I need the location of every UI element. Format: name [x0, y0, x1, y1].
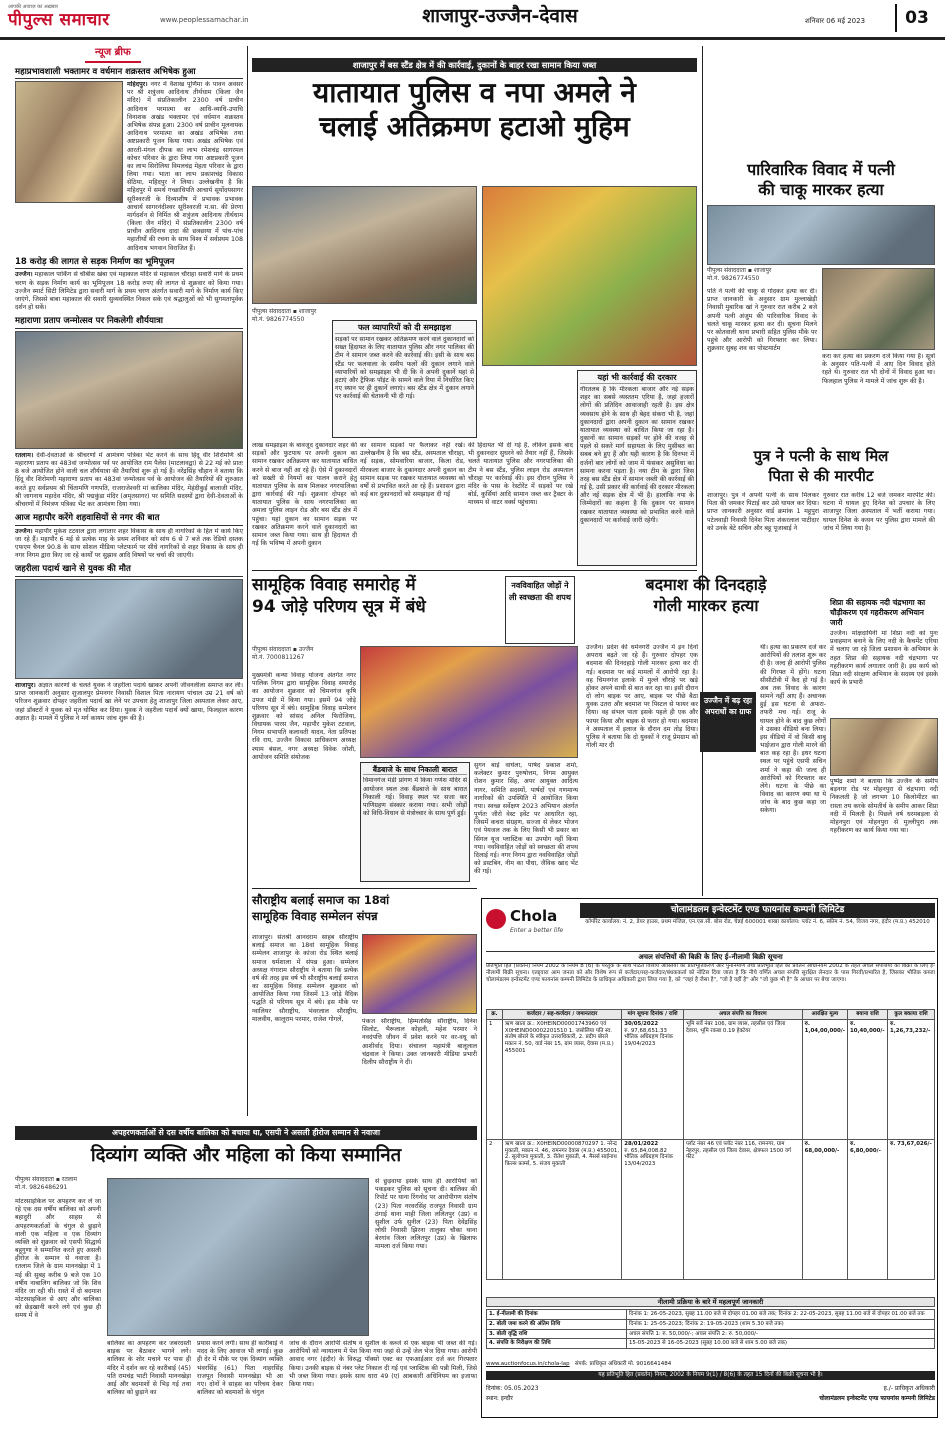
shipra-body-top: उज्जैन। मोक्षदायिनी मां शिप्रा नदी को पुनः प्रवाहमान बनाने के लिए नदी के कैचमेंट एरिया में चलाए जा रहे जिला प्रशासन के अभियान के तहत शिप्रा की सहायक नदी चंद्रभागा पर गहरीकरण कार्य लगातार जारी है। इस कार्य को शिप्रा नदी संरक्षण अभियान के सदस्य एवं इसके कार्य के प्रभारी: [830, 630, 938, 687]
crime-scene-photo: [707, 205, 935, 265]
shooting-col-2: थी। हत्या का प्रकरण दर्ज कर आरोपियों की तलाश शुरू कर दी है। जल्द ही आरोपी पुलिस की गिरफ्त में होंगे। घटना सीसीटीवी में कैद हो गई है। अब तक विवाद के कारण सामने नहीं आए हैं। अचानक हुई इस घटना से अफरा-तफरी मच गई। राजू के घायल होने के बाद कुछ लोगों ने उसका वीडियो बना लिया। इस वीडियो में वो किसी बाबू भाईजान द्वारा गोली मारने की बात कह रहा है। इधर घटना स्थल पर पहुंचे एसपी सचिन शर्मा ने कहा की जल्द ही आरोपियों को गिरफ्तार कर लेंगे। घटना के पीछे का विवाद का कारण क्या था ये जांच के बाद कुछ कहा जा सकेगा।: [760, 644, 826, 815]
col-reserve: आरक्षित मूल्य: [802, 1010, 847, 1020]
shipra-river-story: [830, 598, 938, 898]
ad-statute: यह प्रतिभूति हित (प्रवर्तन) नियम, 2002 के नियम 9(1) / 8(6) के तहत 15 दिनों की बिक्री सूचना भी है।: [486, 1371, 935, 1380]
saurashtra-wedding-story: [252, 892, 477, 1117]
chola-auction-ad: [481, 898, 938, 1418]
main-headline-1: यातायात पुलिस व नपा अमले ने: [313, 76, 636, 110]
family-headline-2: की चाकू मारकर हत्या: [758, 180, 884, 199]
brief-2-headline: 18 करोड़ की लागत से सड़क निर्माण का भूमिपूजन: [15, 257, 243, 270]
wedding-mobile: मो.नं. 7000811267: [252, 653, 305, 661]
notice-body: प्रतिभूति हित (प्रवर्तन) नियम 2002 के नियम 8 (6) के परंतुक के साथ पठित वित्तीय आस्तियों का प्रतिभूतिकरण और पुनर्निर्माण तथा प्रतिभूति हित का प्रवर्तन अधिनियम 2002 के तहत अचल संपत्तियों की बिक्री के लिए ई-नीलामी बिक्री सूचना। एतद्द्वारा आम जनता को और विशेष रूप से कर्जदार/सह-कर्जदार/बंधककर्ता को नोटिस दिया जाता है कि नीचे वर्णित अचल संपत्ति सुरक्षित लेनदार के पास गिरवी/प्रभारित है, जिसका भौतिक कब्जा चोलामंडलम इन्वेस्टमेंट एण्ड फायनांस कम्पनी लिमिटेड के प्राधिकृत अधिकारी द्वारा लिया गया है, को "जहां है जैसा है", "जो है वहीं है" और "जो कुछ भी है" के आधार पर बेचा जाएगा।: [486, 963, 935, 983]
box2-body: गौरतलब है कि मीरकला बाजार और नई सड़क शहर का सबसे व्यस्ततम एरिया है, जहां हजारों लोगों की प्रतिदिन आवाजाही रहती है। इस क्षेत्र व्यवसाय होने के साथ ही बेहद संकरा भी है, जहां दुकानदारों द्वारा अपनी दुकान का सामान रखकर यातायात व्यवस्था को बाधित किया जा रहा है। दुकानों का सामान सड़कों पर होने की वजह से पहले से सकरे मार्ग सहायता के लिए मुसीबत का सबब बने हुए हैं और यही कारण है कि दिनभर में दर्जनों बार लोगों को जाम में फंसकर असुविधा का सामना करना पड़ता है। नया टीम के द्वारा जिस तरह बस स्टैंड क्षेत्र में सामान जब्ती की कार्रवाई की गई है, उसी प्रकार की कार्रवाई की दरकार मीरकला और नई सड़क क्षेत्र में भी है। हालांकि नपा के जिम्मेदारों का कहना है कि दुकान पर सामान रखकर यातायात व्यवस्था को प्रभावित करने वाले दुकानदारों पर कार्रवाई जारी रहेगी।: [580, 386, 694, 524]
river-excavation-photo: [830, 718, 938, 776]
main-story: [252, 58, 697, 566]
encroachment-photo-1: [252, 186, 477, 304]
schedule-row: 2. बोली जमा करने की अंतिम तिथि दिनांक 1: 25-05-2023; दिनांक 2: 19-05-2023 (शाम 5.30 बजे तक): [487, 1319, 935, 1329]
chola-brand: Chola: [510, 907, 558, 925]
shaurya-yatra-photo: [15, 331, 243, 449]
box2-title: यहां भी कार्रवाई की दरकार: [580, 373, 694, 384]
chola-logo-icon: [486, 909, 506, 929]
brief-1-body: महिदपुर। नगर में वैशाख पूर्णिमा के पावन अवसर पर श्री शत्रुंजय आदिनाथ तीर्थधाम (किला जैन मंदिर) में संप्रतिकालीन 2300 वर्ष प्राचीन आदिनाथ परमात्मा का आधि-व्याधि-उपाधि विनाशक अखंड भक्तामर एवं वर्धमान शक्रस्तव अभिषेक संपन्न हुआ। 2300 वर्ष प्राचीन मूलनायक आदिनाथ परमात्मा का अखंड अभिषेक तथा अष्टप्रकारी पूजन किया गया। अखंड अभिषेक एवं आरती-मंगल दीपक का लाभ रमेशचंद्र सागरमल कोचर परिवार के द्वारा लिया गया अष्टप्रकारी पूजन का लाभ सिरोलिया विमलचंद्र मेहता परिवार के द्वारा लिया गया। भाता का लाभ प्रकाशचंद्र विकास सेठिया, महिदपुर ने लिया। उल्लेखनीय है कि महिदपुर में समर्थ गच्छाधिपति आचार्य सूर्योदयसागर सूरीश्वरजी के दिव्याशीष में प्रभावक प्रभावक आचार्य सागरनंदीश्वर सूरीश्वरजी म.सा. की प्रेरणा मार्गदर्शन से निर्मित श्री शत्रुंजय आदिनाथ तीर्थधाम (किला जैन मंदिर) में संप्रतिकालीन 2300 वर्ष प्राचीन आदिनाथ दादा की छत्रछाया में पांच-पांच महातीर्थों की रचना के साथ विश्व में सर्वप्रथम 108 आदिनाथ भगवान विराजित हैं।: [127, 81, 243, 252]
ad-sign-company: चोलामंडलम इन्वेस्टमेंट एण्ड फायनांस कम्पनी लिमिटेड: [819, 1395, 935, 1402]
ad-sign: ह./- प्राधिकृत अधिकारी: [883, 1385, 935, 1392]
main-byline: पीपुल्स संवाददाता ▪ शाजापुर मो.नं. 9826774550: [252, 308, 477, 323]
ad-place: स्थान: इन्दौर: [486, 1395, 513, 1402]
masthead-rule: [0, 37, 945, 40]
brief-item-2: [15, 257, 243, 312]
wedding-col-2: सुगन बाई वाघेला, पार्षद प्रकाश शर्मा, कलेक्टर कुमार पुरुषोत्तम, निगम आयुक्त रोशन कुमार सिंह, अपर आयुक्त आदित्य नागर, समिति सदस्यों, पार्षदों एवं गणमान्य नागरिकों की उपस्थिति में आयोजित किया गया। स्वच्छ सर्वेक्षण 2023 अभियान अंतर्गत पूर्णतः जीरो वेस्ट इवेंट पर आधारित रहा, जिसमें कचरा संग्रहण, सज्जा से लेकर भोजन एवं पेयजल तक के लिए किसी भी प्रकार का सिंगल यूज प्लास्टिक का उपयोग नहीं किया गया। नवविवाहित जोड़ों को स्वच्छता की शपथ दिलाई गई। नगर निगम द्वारा नवविवाहित जोड़ों को डस्टबिन, नीम का पौधा, जैविक खाद भेंट की गई।: [474, 762, 578, 876]
chola-tagline: Enter a better life: [510, 927, 564, 934]
wedding-couples-photo: [360, 646, 578, 758]
bravery-col-4: से छुड़वाया इसके साथ ही आरोपियों को पकड़कर पुलिस को सूचना दी। बालिका की रिपोर्ट पर थाना रिंगनोद पर आरोपीगण संतोष (23) पिता नरवरसिंह राजपूत निवासी ग्राम ठंगाई थाना माही जिला ललितपुर (उप्र) व सुशील उर्फ सुनील (23) पिता देवेंद्रसिंह लोधी निवासी झिरना तालुका चौका थाना बेरगांव जिला ललितपुर (उप्र) के खिलाफ मामला दर्ज किया गया।: [375, 1178, 477, 1251]
logo-text: पीपुल्स समाचार: [8, 10, 110, 31]
table-row: 2 ऋण खाता क्र.: X0HEIND00000870297 1. नरेन्द्र मुकाती, मकान नं. 46, रामनगर देवास (म.प्र.) 455001, 2. सुलोचना मुकाती, 3. रीतेश मुकाती, 4. मैसर्स साईनाथ फ़िल्स फ़ार्म्स, 5. संजय मुकाती 28/01/2022 रु. 65,84,008.82 भौतिक अधिग्रहण दिनांक 13/04/2023 प्लॉट नंबर 46 एवं प्लॉट नंबर 116, रामनगर, ग्राम नेहरपुर, तहसील एवं जिला देवास, क्षेत्रफल 1500 वर्ग फीट रु. 68,00,000/- रु. 6,80,000/- रु. 73,67,026/-: [487, 1139, 935, 1279]
wedding-byline: पीपुल्स संवाददाता ▪ उज्जैन मो.नं. 7000811267: [252, 646, 314, 661]
brief-item-3: [15, 316, 243, 509]
brief-5-headline: जहरीला पदार्थ खाने से युवक की मौत: [15, 564, 243, 577]
shooting-headline-1: बदमाश की दिनदहाड़े: [645, 575, 767, 594]
bravery-col-5: जांच के दौरान आरोपी संतोष व सुशील के कब्जे से एक बाइक भी जब्त की गई। आरोपियों को न्यायालय में पेश किया गया जहां से उन्हें जेल भेज दिया गया। आरोपी आवाद नगर (इंदौर) के विरुद्ध पॉक्सो एक्ट का एफआईआर दर्ज कर गिरफ्तार किया। उनकी बाइक से नंबर प्लेट निकाल दी गई एवं प्लास्टिक की पन्नी मिली, जिसे भी जब्त किया गया। इसके साथ धारा 49 (ए) आबकारी अधिनियम का इजाफा किया गया।: [289, 1340, 477, 1388]
shipra-headline: शिप्रा की सहायक नदी चंद्रभागा का चौड़ीकरण एवं गहरीकरण अभियान जारी: [830, 598, 926, 627]
action-needed-box: [577, 370, 697, 566]
main-col-1: लाख समझाइश के बावजूद दुकानदार शहर की सड़कों और फुटपाथ पर अपनी दुकान का सामान रखकर अतिक्रमण कर यातायात बाधित करने से बाज नहीं आ रहे हैं। ऐसे में दुकानदारों को सख्ती से नियमों का पालन कराने हेतु यातायात पुलिस के साथ मिलकर नगरपालिका द्वारा कार्रवाई की गई। शुक्रवार दोपहर को यातायात पुलिस के साथ नगरपालिका का अमला पुलिस लाइन रोड और बस स्टैंड क्षेत्र में पहुंचा। यहां दुकान का सामान सड़क पर रखकर अतिक्रमण करने वाले दुकानदारों का सामान जब्त किया गया। साथ ही हिदायत दी गई कि भविष्य में अपनी दुकान: [252, 442, 357, 548]
family-dispute-story: [707, 160, 935, 442]
son-headline-1: पुत्र ने पत्नी के साथ मिल: [753, 447, 889, 465]
schedule-row: 1. ई-नीलामी की दिनांक दिनांक 1: 26-05-2023, सुबह 11.00 बजे से दोपहर 01.00 बजे तक; दिनांक 2: 22-05-2023, सुबह 11.00 बजे से दोपहर 01.00 बजे तक: [487, 1310, 935, 1320]
brief-item-5: [15, 564, 243, 722]
edition-date: शनिवार 06 मई 2023: [805, 17, 866, 25]
ad-contact: संपर्क: प्राधिकृत अधिकारी मो. 9016641484: [574, 1361, 672, 1367]
main-byline-place: शाजापुर: [298, 308, 317, 315]
saurashtra-photo: [362, 934, 477, 1014]
bravery-byline: पीपुल्स संवाददाता ▪ रतलाम मो.नं. 9826486291: [15, 1176, 115, 1191]
crime-graph-box: [700, 692, 756, 752]
col-emd: बयाना राशि: [848, 1010, 888, 1020]
box1-title: फल व्यापारियों को दी समझाइश: [335, 323, 474, 334]
chola-logo-block: [486, 905, 576, 945]
page-number: 03: [895, 4, 937, 32]
victim-photo: [822, 268, 935, 350]
chola-company-name: चोलामंडलम इन्वेस्टमेंट एण्ड फायनांस कम्पनी लिमिटेड: [580, 903, 935, 918]
bravery-headline: दिव्यांग व्यक्ति और महिला को किया सम्मानित: [90, 1144, 402, 1166]
news-brief-column: [15, 46, 243, 1116]
section-title: शाजापुर-उज्जैन-देवास: [422, 5, 578, 27]
sp-honor-photo: [107, 1178, 369, 1336]
family-headline-1: पारिवारिक विवाद में पत्नी: [747, 160, 895, 179]
auction-table: [486, 1009, 935, 1280]
left-column-divider: [247, 46, 248, 1116]
schedule-row: 3. बोली वृद्धि राशि अचल संपत्ति 1: रु. 50,000/-; अचल संपत्ति 2: रु. 50,000/-: [487, 1329, 935, 1339]
bravery-mobile: मो.नं. 9826486291: [15, 1183, 68, 1191]
main-col-2: का सामान सड़कों पर फैलाकर नहीं रखें। उल्लेखनीय है कि बस स्टैंड, अस्पताल चौराहा, नई सड़क, सोमवारिया बाजार, किला रोड, मीरकला बाजार के दुकानदार अपनी दुकान का सामान सड़क पर रखकर यातायात व्यवस्था को वर्षों से प्रभावित करते आ रहे हैं। प्रशासन द्वारा कई बार दुकानदारों को समझाइश दी गई: [360, 442, 465, 499]
son-assault-story: [707, 446, 935, 594]
baraat-title: बैंडबाजे के साथ निकाली बारात: [363, 765, 467, 775]
fruit-cart-photo: [482, 186, 697, 366]
brief-3-body: रतलाम। देवी-देवताओं के श्रीचरणों में आमंत्रण पत्रिका भेंट करने के साथ हिंदू वीर शिरोमणि श्री महाराणा प्रताप का 483वां जन्मोत्सव पर्व पर आयोजित राम पैलेस (माटलावद्वा) से 22 मई को प्रातः 8 बजे आयोजित होने वाली चल शौर्ययात्रा की तैयारियां शुरू हो गई हैं। नरेंद्रसिंह चौहान ने बताया कि हिंदू वीर शिरोमणी महाराणा प्रताप का 483वां जन्मोत्सव पर्व के आयोजन की तैयारियों की शुरुआत करते हुए सर्वप्रथम श्री चिंतामणि गणपति, राजराजेश्वरी मां कालिका मंदिर, मेहंदीकुई बालाजी मंदिर, श्री जागनाथ महादेव मंदिर, श्री पद्मकुंडा मंदिर (अमृतसागर) पर समिति सदस्यों द्वारा देवी-देवताओं के श्रीचरणों में निमंत्रण पत्रिका भेंट कर आमंत्रण दिया गया।: [15, 451, 243, 508]
brief-item-1: [15, 67, 243, 253]
hospital-photo: [15, 579, 243, 679]
wedding-top-rule: [252, 570, 697, 571]
main-headline-2: चलाई अतिक्रमण हटाओ मुहिम: [319, 110, 630, 144]
baraat-body: विमानगंज मंडी प्रांगण में किया गणेश मंदिर से आयोजन स्थल तक बैंडबाजे के साथ बारात निकाली गई। विवाह स्थल पर सजा कर पाणिग्रहण संस्कार कराया गया। सभी जोड़ों को विधि-विधान से मंत्रोच्चार के साथ पूर्ण हुई।: [363, 777, 467, 818]
family-body-right: करा कर हत्या का प्रकरण दर्ज किया गया है। सूत्रों के अनुसार पति-पत्नी में आए दिन विवाद होते रहते थे। गुरुवार रात भी दोनों में विवाद हुआ था। फिलहाल पुलिस ने मामले में जांच शुरू की है।: [822, 353, 935, 385]
brief-4-headline: आज महापौर करेंगे शहवासियों से नगर की बात: [15, 513, 243, 526]
fruit-vendors-box: [332, 320, 477, 438]
ad-links: [486, 1361, 935, 1368]
saurashtra-top-rule: [252, 888, 477, 889]
saurashtra-col-2: पंकज सौराष्ट्रीय, हिम्मतसिंह सौराष्ट्रीय, दिनेश सिलोट, भैरूलाल कोहली, महेश परमार ने नवदंपत्ति जीवन में प्रवेश करने पर वर-वधू को आशीर्वाद दिया। संचालन महामंत्री बालूलाल चंद्रवाल ने किया। उक्त जानकारी मीडिया प्रभारी दिलीप सौराष्ट्रीय ने दी।: [362, 1018, 477, 1066]
pledge-text: नवविवाहित जोड़ों ने ली स्वच्छता की शपथ: [509, 581, 571, 602]
family-byline: पीपुल्स संवाददाता ▪ शाजापुर मो.नं. 9826774550: [707, 267, 817, 282]
table-row: 1 ऋण खाता क्र.: X0HEIND00001743960 एवं X0HEIND00002201510 1. जसोलिया पति स्व. संतोष बोरले के स्वीकृत उत्तराधिकारी, 2. प्रदीप बोरले मकान नं. 50, वार्ड नंबर 15, ग्राम व्यास, देवास (म.प्र.) 455001 30/05/2022 रु. 97,68,651.33 भौतिक अधिग्रहण दिनांक 19/04/2023 भूमि सर्वे नंबर 106, ग्राम व्यास, तहसील एवं जिला देवास, भूमि रकबा 0.19 हेक्टेयर रु. 1,04,00,000/- रु. 10,40,000/- रु. 1,26,73,232/-: [487, 1019, 935, 1139]
wedding-headline-2: 94 जोड़े परिणय सूत्र में बंधे: [252, 597, 426, 617]
col-property: अचल संपत्ति का विवरण: [683, 1010, 802, 1020]
baraat-box: [360, 762, 470, 882]
shipra-body-bottom: पुष्पेंद्र शर्मा ने बताया कि उज्जैन के समीप बड़नगर रोड पर मोहनपुरा से चंद्रभागा नदी निकलती है जो लगभग 10 किलोमीटर का रास्ता तय करके सोमतीर्थ के समीप आकर शिप्रा नदी में मिलती है। पिछले वर्ष धरमबड़ला से मोहनपुरा एवं मोहनपुरा से मुल्लीपुरा तक गहरीकरण का कार्य किया गया था।: [830, 778, 938, 835]
bravery-col-2: बालिका का अपहरण कर जबरदस्ती बाइक पर बैठाकर भागने लगे। बालिका के शोर मचाने पर पास ही मंदिर में दर्शन कर रहे कारीबाई (45) पति रामचंद्र भाटी निवासी माननखेड़ा आई और बदमाशों से भिड़ गई तथा बालिका को छुड़ाने का: [107, 1340, 191, 1397]
schedule-row: 4. संपत्ति के निरीक्षण की तिथि 15-05-2023 से 16-05-2023 (सुबह 10.00 बजे से शाम 5.00 बजे तक): [487, 1339, 935, 1349]
main-kicker: शाजापुर में बस स्टैंड क्षेत्र में की कार्रवाई, दुकानों के बाहर रखा सामान किया जब्त: [252, 58, 697, 72]
saurashtra-col-1: शाजापुर। संतश्री आनदराम साहब सौराष्ट्रीय बलाई समाज का 18वां सामूहिक विवाह सम्मेलन शाजापुर के कांजा रोड स्थित बलाई समाज धर्मशाला में संपन्न हुआ। सम्मेलन अध्यक्ष गंगाराम सौराष्ट्रीय ने बताया कि प्रत्येक वर्ष की तरह इस वर्ष भी सौराष्ट्रीय बलाई समाज का सामूहिक विवाह सम्मेलन शुक्रवार को आयोजित किया गया जिसमें 13 जोड़े वैदिक पद्धति से परिणय सूत्र में बंधे। इस मौके पर ग्वालियर सौराष्ट्रीय, भंवरलाल सौराष्ट्रीय, मालवीय, कालूराम परमार, राजेश गोगलें,: [252, 934, 358, 1023]
bravery-kicker: अपहरणकर्ताओं से दस वर्षीय बालिका को बचाया था, एसपी ने असली हीरोज सम्मान से नवाजा: [15, 1126, 477, 1140]
schedule-title: नीलामी प्रक्रिया के बारे में महत्वपूर्ण जानकारी: [486, 1297, 935, 1307]
shooting-headline-2: गोली मारकर हत्या: [653, 596, 759, 615]
news-brief-label: न्यूज ब्रीफ: [85, 46, 141, 63]
col-borrower: कर्जदार / सह-कर्जदार / जमानतदार: [502, 1010, 621, 1020]
jain-idol-photo: [15, 81, 123, 203]
col-sno: क्र.: [487, 1010, 503, 1020]
bravery-col-1: मोटरसाइकिल पर अपहरण कर ले जा रहे एक दस वर्षीय बालिका को अपनी बहादुरी और साहस से अपहरणकर्ताओं के चंगुल से छुड़ाने वाली एक महिला व एक दिव्यांग व्यक्ति को शुक्रवार को एसपी सिद्धार्थ बहुगुणा ने सम्मानित करते हुए असली हीरोज के सम्मान से नवाजा है। रतलाम जिले के ग्राम माननखेड़ा में 1 मई की सुबह करीब 9 बजे एक 10 वर्षीय नाबालिग बालिका जो कि शिव मंदिर जा रही थी। रास्ते में दो बदमाश मोटरसाइकिल से आए और बालिका को छेड़खानी करने लगे एवं कुछ ही समय में वे: [15, 1198, 101, 1320]
auction-website[interactable]: www.auctionfocus.in/chola-lap: [486, 1361, 570, 1367]
son-body-left: शाजापुर। पुत्र ने अपनी पत्नी के साथ मिलकर पिता की जमकर पिटाई कर उसे घायल कर दिया। प्राप्त जानकारी अनुसार वार्ड क्रमांक 1 महूपुरा पटेलवाड़ी निवासी दिनेश पिता शंकरलाल पाटीदार को उनके बेटे सचिन और बहू पूजाबाई ने: [707, 492, 819, 532]
crime-graph-text: उज्जैन में बढ़ रहा अपराधों का ग्राफ: [704, 696, 752, 716]
shooting-col-1: उज्जैन। प्रदेश की धर्मनगरी उज्जैन में इन दिनों अपराध बढ़ते जा रहे हैं। गुरुवार दोपहर एक बदमाश की दिनदहाड़े गोली मारकर हत्या कर दी गई। बदमाश पर कई मामलों में आरोपी रहा है। वह चिमनगंज इलाके में मुल्ले चौराहे पर खड़े होकर अपने साथी से बात कर रहा था। इसी दौरान दो लोग बाइक पर आए, बाइक पर पीछे बैठा युवक उतरा और बदमाश पर पिस्टल से फायर कर दिया। वह संभल पाता इसके पहले ही एक और फायर किया और बाइक से फरार हो गया। बदमाश ने अस्पताल में इलाज के दौरान दम तोड़ दिया। पुलिस ने बताया कि दो युवकों ने राजू प्रेमग्राम को गोली मार दी: [586, 644, 698, 750]
box1-body: सड़कों पर सामान रखकर अतिक्रमण करने वाले दुकानदारों को सख्त हिदायत के लिए यातायात पुलिस और नगर पालिका की टीम ने सामान जब्त करने की कार्रवाई की। इसी के साथ बस स्टैंड पर फलवाला के समीप फलों की दुकान लगाने वाले व्यापारियों को समझाइश भी दी कि वे अपनी दुकानें यहां से हटाएं और ट्रैफिक पॉइंट के सामने वाले रिया में निर्धारित किए गए स्थान पर ही दुकानें लगाएं। बस स्टैंड क्षेत्र में दुकान लगाने पर कार्रवाई की चेतावनी भी दी गई।: [335, 336, 474, 401]
son-body-right: गुरुवार रात करीब 12 बजे जमकर मारपीट की। घटना में घायल हुए दिनेश को उपचार के लिए शाजापुर जिला अस्पताल में भर्ती कराया गया। घायल दिनेश के कथन पर पुलिस द्वारा मामले की जांच में लिया गया है।: [823, 492, 935, 532]
notice-title: अचल संपत्तियों की बिक्री के लिए ई–नीलामी बिक्री सूचना: [486, 951, 935, 964]
family-mobile: मो.नं. 9826774550: [707, 274, 760, 282]
brief-item-4: [15, 513, 243, 560]
masthead: [0, 0, 945, 40]
schedule-table: [486, 1309, 935, 1349]
bravery-honor-story: [15, 1126, 477, 1436]
col-dues: कुल बकाया राशि: [887, 1010, 934, 1020]
website[interactable]: www.peoplessamachar.in: [160, 16, 249, 24]
saurashtra-headline-2: सामूहिक विवाह सम्मेलन संपन्न: [252, 909, 378, 923]
saurashtra-headline-1: सौराष्ट्रीय बलाई समाज का 18वां: [252, 893, 390, 907]
paper-logo: [8, 4, 158, 32]
main-byline-name: पीपुल्स संवाददाता: [252, 308, 291, 315]
shooting-story: [586, 574, 826, 882]
brief-2-body: उज्जैन। महाकाल पार्किंग से चौबीस खंबा एवं महाकाल मंदिर से महाकाल चौराहा सवारी मार्ग के प्रथम चरण के सड़क निर्माण कार्य का भूमिपूजन 18 करोड़ रुपए की लागत से शुक्रवार को किया गया। उज्जैन स्मार्ट सिटी लिमिटेड द्वारा सवारी मार्ग के प्रथम चरण अंतर्गत सवारी मार्ग के निर्माण कार्य किए जाएंगे, जिससे बाबा महाकाल की सवारी सुव्यवस्थित निकल सके एवं श्रद्धालुओं को भी सुगमतापूर्वक दर्शन हो सकें।: [15, 271, 243, 312]
main-mobile: मो.नं. 9826774550: [252, 315, 305, 323]
bravery-col-3: प्रयास करने लगीं। साथ ही कारीबाई ने मदद के लिए आवाज भी लगाई। कुछ ही देर में मौके पर एक दिव्यांग व्यक्ति भंवरसिंह (61) पिता नाहरसिंह राजपूत निवासी माननखेड़ा भी आ गए। दोनों ने साहस का परिचय देकर बालिका को बदमाशों के चंगुल: [197, 1340, 283, 1397]
wedding-col-1: मुख्यमंत्री कन्या विवाह योजना अंतर्गत नगर पालिक निगम द्वारा सामूहिक विवाह समारोह का आयोजन शुक्रवार को चिमनगंज कृषि उपज मंडी में किया गया। इसमें 94 जोड़े परिणय सूत्र में बंधे। सामूहिक विवाह सम्मेलन शुक्रवार को सांसद अनिल फिरोजिया, विधायक पारस जैन, महापौर मुकेश टटवाल, निगम सभापति कलावती यादव, नेता प्रतिपक्ष रवि राय, उज्जैन विकास प्राधिकरण अध्यक्ष श्याम बंसल, नगर अध्यक्ष विवेक जोशी, आयोजन समिति संयोजक: [252, 672, 356, 761]
auction-table-header: [487, 1010, 935, 1020]
ad-date: दिनांक: 05.05.2023: [486, 1385, 539, 1392]
cleanliness-pledge-box: [505, 576, 575, 644]
brief-5-body: शाजापुर। अज्ञात कारणों के चलते युवक ने जहरीला पदार्थ खाकर अपनी जीवनलीला समाप्त कर ली। प्राप्त जानकारी अनुसार शुजालपुर प्रेमनगर निवासी विशाल पिता नारायण पांचाल उम्र 21 वर्ष को परिजन शुक्रवार दोपहर जहरीला पदार्थ खा लेने पर उपचार हेतु शाजापुर जिला अस्पताल लेकर आए, जहां डॉक्टरों ने युवक को मृत घोषित कर दिया। युवक ने जहरीला पदार्थ क्यों खाया, फिलहाल कारण अज्ञात है। मामले में पुलिस ने मर्ग कायम जांच शुरू की है।: [15, 681, 243, 722]
col-demand: मांग सूचना दिनांक / राशि: [622, 1010, 684, 1020]
brief-4-body: उज्जैन। महापौर मुकेश टटवाल द्वारा लगातार शहर विकास के साथ ही नागरिकों के हित में कार्य किए जा रहे हैं। महापौर 6 मई से प्रत्येक माह के प्रथम शनिवार को सांय 6 से 7 बजे तक रेडियो दस्तक एफएम चैनल 90.8 के साथ सोशल मीडिया प्लेटफार्म पर सीधे नागरिकों से शहर विकास के साथ ही नगर निगम द्वारा किए जा रहे कार्यों पर सुझाव आदि विषयों पर चर्चा की जाएगी।: [15, 527, 243, 560]
chola-address: कॉर्पोरेट कार्यालय: नं. 2, डेयर हाउस, प्रथम मंजिल, एन.एस.सी. बोस रोड, चेन्नई 600001 शाखा कार्यालय: प्लॉट नं. 6, स्कीम नं. 54, विजय नगर, इंदौर (म.प्र.) 452010: [585, 919, 930, 925]
brief-1-headline: महाप्रभावशाली भक्तामर व वर्धमान शक्रस्तव अभिषेक हुआ: [15, 67, 243, 80]
logo-tagline: आपकी आवाज़ का अख़बार: [8, 4, 58, 10]
wedding-headline-1: सामूहिक विवाह समारोह में: [252, 575, 416, 595]
brief-3-headline: महाराणा प्रताप जन्मोत्सव पर निकलेगी शौर्ययात्रा: [15, 316, 243, 329]
ad-footer: [486, 1383, 935, 1413]
main-col-3: की हिदायत भी दी गई है, लेकिन इसके बाद भी दुकानदार सुधरने को तैयार नहीं हैं, जिसके चलते यातायात पुलिस और नगरपालिका की टीम ने बस स्टैंड, पुलिस लाइन रोड अस्पताल चौराहा पर कार्रवाई की। इस दौरान पुलिस ने मंदिर के पास के रेस्टोरेंट में सड़कों पर रखे बोर्ड, कुर्सियां आदि सामान जब्त कर ट्रैक्टर के माध्यम से वाटर वर्क्स पहुंचाया।: [468, 442, 573, 507]
son-headline-2: पिता से की मारपीट: [768, 467, 874, 485]
family-body-left: पति ने पत्नी की चाकू से गोदकर हत्या कर दी। प्राप्त जानकारी के अनुसार ग्राम मुल्लाखेड़ी निवासी मुबारिक खां ने गुरुवार रात करीब 2 बजे अपनी पत्नी अंजुम की पारिवारिक विवाद के चलते चाकू मारकर हत्या कर दी। सूचना मिलने पर कोतवाली थाना प्रभारी सहित पुलिस मौके पर पहुंचे और आरोपी को गिरफ्तार कर लिया। शुक्रवार सुबह शव का पोस्टमार्टम: [707, 288, 817, 353]
